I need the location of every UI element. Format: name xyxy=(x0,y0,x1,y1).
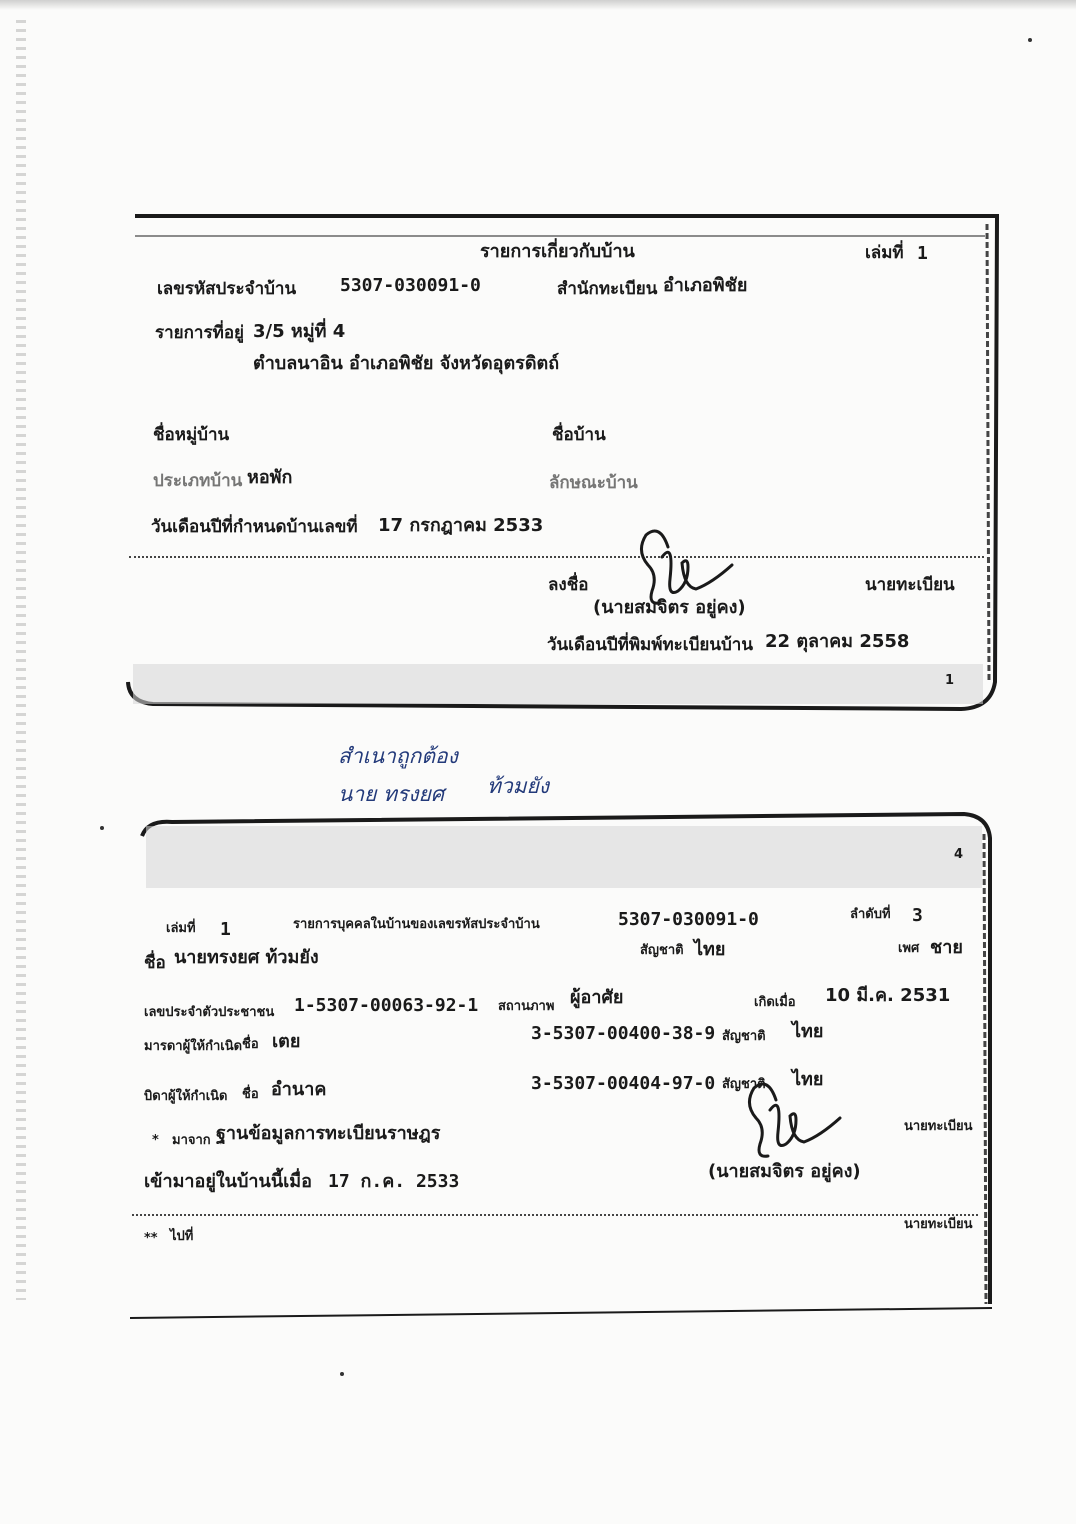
name-label: ชื่อ xyxy=(144,953,166,973)
person-name: นายทรงยศ ท้วมยัง xyxy=(174,947,319,968)
certifier-surname: ท้วมยัง xyxy=(487,774,550,798)
house-name-label: ชื่อบ้าน xyxy=(552,425,606,445)
id-value: 1-5307-00063-92-1 xyxy=(294,995,479,1016)
nationality-label: สัญชาติ xyxy=(640,943,684,958)
seq-no: 3 xyxy=(912,905,923,926)
scan-speck xyxy=(100,826,104,830)
house-type-value: หอพัก xyxy=(247,467,293,488)
house-record-title: รายการเกี่ยวกับบ้าน xyxy=(480,241,635,262)
from-label: มาจาก xyxy=(172,1133,211,1148)
house-code-label: เลขรหัสประจำบ้าน xyxy=(157,279,297,299)
father-nat-label: สัญชาติ xyxy=(722,1077,766,1092)
house-record-card xyxy=(125,212,1005,712)
person-record-card xyxy=(128,808,994,1320)
list-label: รายการบุคคลในบ้านของเลขรหัสประจำบ้าน xyxy=(293,917,540,932)
sex-label: เพศ xyxy=(898,941,920,956)
village-label: ชื่อหมู่บ้าน xyxy=(153,425,230,445)
father-id: 3-5307-00404-97-0 xyxy=(531,1073,716,1094)
house-char-label: ลักษณะบ้าน xyxy=(549,473,638,493)
assign-date-value: 17 กรกฎาคม 2533 xyxy=(378,515,544,536)
to-label: ไปที่ xyxy=(170,1229,194,1244)
mother-nat: ไทย xyxy=(792,1021,824,1042)
house-type-label: ประเภทบ้าน xyxy=(153,471,243,491)
book-no: 1 xyxy=(917,243,928,264)
father-nat: ไทย xyxy=(792,1069,824,1090)
mother-nat-label: สัญชาติ xyxy=(722,1029,766,1044)
mother-id: 3-5307-00400-38-9 xyxy=(531,1023,716,1044)
movein-value: 17 ก.ค. 2533 xyxy=(328,1171,460,1192)
certifier-name: นาย ทรงยศ xyxy=(338,782,445,806)
dotted-separator xyxy=(132,1214,978,1216)
registrar-name: (นายสมจิตร อยู่คง) xyxy=(708,1161,861,1182)
house-code: 5307-030091-0 xyxy=(618,909,759,930)
birth-label: เกิดเมื่อ xyxy=(754,995,796,1010)
assign-date-label: วันเดือนปีที่กำหนดบ้านเลขที่ xyxy=(151,517,358,537)
book-label: เล่มที่ xyxy=(166,921,196,936)
registrar-name: (นายสมจิตร อยู่คง) xyxy=(593,597,746,618)
print-date-value: 22 ตุลาคม 2558 xyxy=(765,631,910,652)
print-date-label: วันเดือนปีที่พิมพ์ทะเบียนบ้าน xyxy=(547,635,753,655)
address-label: รายการที่อยู่ xyxy=(155,323,244,343)
page-number: 4 xyxy=(954,847,964,862)
registrar-signature xyxy=(630,517,740,609)
seq-label: ลำดับที่ xyxy=(850,907,891,922)
scan-speck xyxy=(1028,38,1032,42)
registrar-signature xyxy=(738,1070,848,1162)
from-value: ฐานข้อมูลการทะเบียนราษฎร xyxy=(216,1123,441,1144)
id-label: เลขประจำตัวประชาชน xyxy=(144,1005,275,1020)
scan-top-edge xyxy=(0,0,1076,10)
page-number: 1 xyxy=(945,673,955,688)
father-name-label: ชื่อ xyxy=(242,1087,259,1102)
book-label: เล่มที่ xyxy=(865,243,904,263)
from-mark: * xyxy=(152,1133,159,1148)
birth-value: 10 มี.ค. 2531 xyxy=(825,985,951,1006)
book-no: 1 xyxy=(220,919,231,940)
house-code: 5307-030091-0 xyxy=(340,275,481,296)
office-value: อำเภอพิชัย xyxy=(663,275,748,296)
registrar-label-2: นายทะเบียน xyxy=(904,1217,973,1232)
nationality-value: ไทย xyxy=(694,939,726,960)
status-label: สถานภาพ xyxy=(498,999,555,1014)
registrar-label: นายทะเบียน xyxy=(865,575,955,595)
sex-value: ชาย xyxy=(930,937,963,958)
status-value: ผู้อาศัย xyxy=(570,987,624,1008)
mother-name-label: ชื่อ xyxy=(242,1037,259,1052)
father-name: อำนาค xyxy=(271,1079,327,1100)
scan-speck xyxy=(340,1372,344,1376)
scan-left-edge xyxy=(16,20,26,1300)
sign-label: ลงชื่อ xyxy=(548,575,589,595)
to-mark: ** xyxy=(144,1231,158,1246)
registrar-label: นายทะเบียน xyxy=(904,1119,973,1134)
mother-label: มารดาผู้ให้กำเนิด xyxy=(144,1039,243,1054)
address-line2: ตำบลนาอิน อำเภอพิชัย จังหวัดอุตรดิตถ์ xyxy=(253,353,560,374)
mother-name: เตย xyxy=(272,1031,301,1052)
father-label: บิดาผู้ให้กำเนิด xyxy=(144,1089,228,1104)
dotted-separator xyxy=(129,556,984,558)
card-border-2 xyxy=(128,808,994,1320)
certified-copy-note: สำเนาถูกต้อง xyxy=(338,744,458,768)
movein-label: เข้ามาอยู่ในบ้านนี้เมื่อ xyxy=(144,1171,312,1192)
office-label: สำนักทะเบียน xyxy=(557,279,658,299)
address-line1: 3/5 หมู่ที่ 4 xyxy=(253,321,346,342)
